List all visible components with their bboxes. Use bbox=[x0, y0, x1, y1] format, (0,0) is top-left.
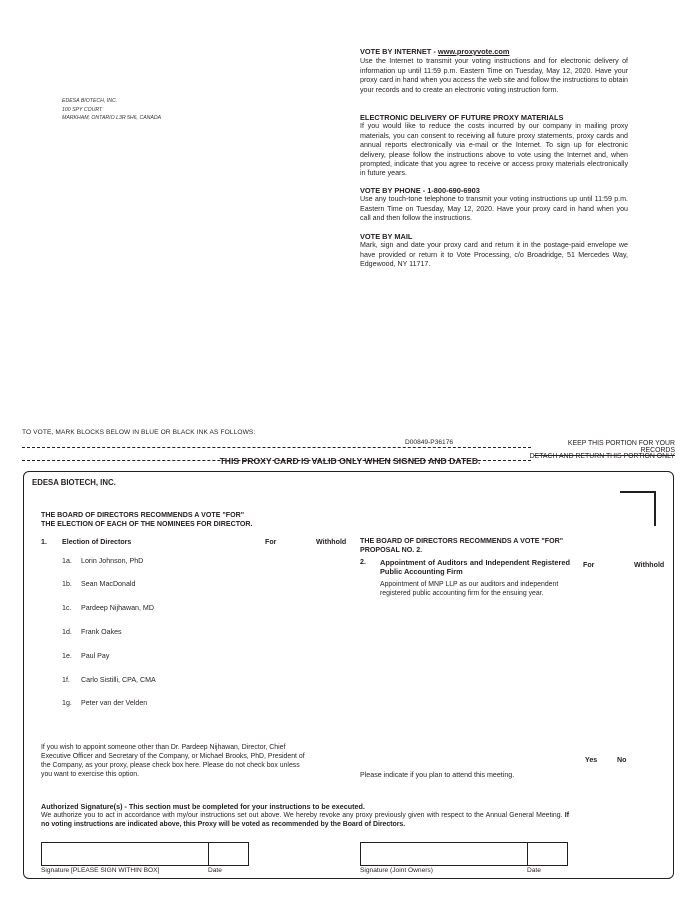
attend-no-header: No bbox=[617, 756, 627, 764]
joint-date-label: Date bbox=[527, 867, 541, 874]
proposal-1-withhold-header: Withhold bbox=[316, 538, 347, 546]
nominee-number: 1e. bbox=[62, 652, 72, 660]
date-label: Date bbox=[208, 867, 222, 874]
board-rec-1-line1: THE BOARD OF DIRECTORS RECOMMENDS A VOTE "FOR" bbox=[41, 511, 245, 519]
vote-phone-body: Use any touch-tone telephone to transmit your voting instructions up until 11:59 p.m. Eastern Time on Tuesday, May 12, 2020. Have your proxy card in hand when you call and then follow the instructions. bbox=[360, 195, 628, 223]
vote-phone-section bbox=[360, 186, 628, 224]
nominee-number: 1f. bbox=[62, 676, 70, 684]
nominee-name: Pardeep Nijhawan, MD bbox=[81, 604, 154, 612]
vote-phone-heading: VOTE BY PHONE - 1-800-690-6903 bbox=[360, 186, 480, 195]
card-company-name: EDESA BIOTECH, INC. bbox=[32, 478, 116, 487]
vote-internet-section bbox=[360, 47, 628, 95]
appoint-proxy-text: If you wish to appoint someone other than Dr. Pardeep Nijhawan, Director, Chief Executive Officer and Secretary of the Company, or Michael Brooks, PhD, President of the Company, as your proxy, please check box here. Please do not check box unless you want to exercise this option. bbox=[41, 744, 305, 779]
authorization-body-wrap bbox=[41, 812, 569, 830]
proposal-2-for-header: For bbox=[583, 561, 595, 569]
vote-mail-body: Mark, sign and date your proxy card and return it in the postage-paid envelope we have provided or return it to Vote Processing, c/o Broadridge, 51 Mercedes Way, Edgewood, NY 11717. bbox=[360, 241, 628, 269]
nominee-name: Peter van der Velden bbox=[81, 699, 148, 707]
nominee-row bbox=[62, 628, 122, 636]
date-box[interactable] bbox=[208, 842, 249, 866]
nominee-name: Carlo Sistilli, CPA, CMA bbox=[81, 676, 156, 684]
board-rec-1-line2: THE ELECTION OF EACH OF THE NOMINEES FOR DIRECTOR. bbox=[41, 520, 253, 529]
address-line-2: 100 SPY COURT bbox=[62, 106, 103, 113]
nominee-name: Sean MacDonald bbox=[81, 580, 136, 588]
corner-mark bbox=[620, 491, 656, 526]
proposal-1-for-header: For bbox=[265, 538, 277, 546]
valid-notice: THIS PROXY CARD IS VALID ONLY WHEN SIGNED AND DATED. bbox=[219, 456, 481, 466]
authorization-section bbox=[41, 803, 569, 830]
control-number: D00849-P36176 bbox=[405, 439, 454, 446]
nominee-name: Frank Oakes bbox=[81, 628, 122, 636]
nominee-row bbox=[62, 580, 135, 588]
proposal-2-number: 2. bbox=[360, 558, 366, 566]
vote-internet-body: Use the Internet to transmit your voting instructions and for electronic delivery of information up until 11:59 p.m. Eastern Time on Tuesday, May 12, 2020. Have your proxy card in hand when you access the web site and follow the instructions to obtain your records and to create an electronic voting instruction form. bbox=[360, 57, 628, 94]
nominee-name: Lorin Johnson, PhD bbox=[81, 557, 144, 565]
joint-date-box[interactable] bbox=[527, 842, 568, 866]
board-recommendation-directors bbox=[41, 511, 253, 530]
detach-portion-label: DETACH AND RETURN THIS PORTION ONLY bbox=[529, 453, 675, 460]
proposal-1-title: Election of Directors bbox=[62, 538, 132, 546]
vote-mail-section bbox=[360, 232, 628, 270]
signature-label: Signature [PLEASE SIGN WITHIN BOX] bbox=[41, 867, 160, 874]
nominee-number: 1d. bbox=[62, 628, 72, 636]
address-line-3: MARKHAM, ONTARIO L3R 5H6, CANADA bbox=[62, 115, 162, 121]
authorization-heading: Authorized Signature(s) - This section must be completed for your instructions to be executed. bbox=[41, 802, 365, 811]
return-address bbox=[62, 97, 161, 123]
board-rec-2-line1: THE BOARD OF DIRECTORS RECOMMENDS A VOTE "FOR" bbox=[360, 537, 564, 545]
attend-yes-header: Yes bbox=[585, 756, 598, 764]
vote-internet-heading: VOTE BY INTERNET - bbox=[360, 47, 438, 56]
vote-mail-heading: VOTE BY MAIL bbox=[360, 232, 413, 241]
nominee-number: 1c. bbox=[62, 604, 72, 612]
nominee-row bbox=[62, 676, 156, 684]
electronic-delivery-section bbox=[360, 113, 628, 179]
nominee-number: 1b. bbox=[62, 580, 72, 588]
nominee-number: 1a. bbox=[62, 557, 72, 565]
address-line-1: EDESA BIOTECH, INC. bbox=[62, 98, 118, 104]
proposal-2-title: Appointment of Auditors and Independent Registered Public Accounting Firm bbox=[380, 558, 570, 576]
proposal-2-description: Appointment of MNP LLP as our auditors and independent registered public accounting firm for the ensuing year. bbox=[380, 581, 559, 597]
proposal-1-number: 1. bbox=[41, 538, 47, 546]
board-rec-2-line2: PROPOSAL NO. 2. bbox=[360, 546, 423, 555]
nominee-row bbox=[62, 699, 147, 707]
keep-portion-label: KEEP THIS PORTION FOR YOUR RECORDS bbox=[534, 440, 675, 456]
mark-instructions: TO VOTE, MARK BLOCKS BELOW IN BLUE OR BLACK INK AS FOLLOWS: bbox=[22, 429, 256, 436]
signature-box[interactable] bbox=[41, 842, 209, 866]
joint-signature-box[interactable] bbox=[360, 842, 528, 866]
nominee-row bbox=[62, 557, 143, 565]
detach-line-top bbox=[22, 447, 531, 448]
authorization-body: We authorize you to act in accordance with my/our instructions set out above. We hereby revoke any proxy previously given with respect to the Annual General Meeting. bbox=[41, 811, 565, 819]
electronic-delivery-body: If you would like to reduce the costs incurred by our company in mailing proxy materials, you can consent to receiving all future proxy statements, proxy cards and annual reports electronically via e-mail or the Internet. To sign up for electronic delivery, please follow the instructions above to vote using the Internet and, when prompted, indicate that you agree to receive or access proxy materials electronically in future years. bbox=[360, 122, 628, 178]
nominee-row bbox=[62, 652, 109, 660]
electronic-delivery-heading: ELECTRONIC DELIVERY OF FUTURE PROXY MATERIALS bbox=[360, 113, 564, 122]
authorization-default-vote: If no voting instructions are indicated above, this Proxy will be voted as recommended by the Board of Directors. bbox=[41, 811, 569, 828]
nominee-row bbox=[62, 604, 154, 612]
proposal-2-withhold-header: Withhold bbox=[634, 561, 665, 569]
joint-signature-label: Signature (Joint Owners) bbox=[360, 867, 433, 874]
proxyvote-link[interactable]: www.proxyvote.com bbox=[437, 47, 510, 56]
nominee-number: 1g. bbox=[62, 699, 72, 707]
board-recommendation-proposal-2 bbox=[360, 537, 563, 556]
attend-meeting-text: Please indicate if you plan to attend this meeting. bbox=[360, 771, 515, 779]
nominee-name: Paul Pay bbox=[81, 652, 110, 660]
